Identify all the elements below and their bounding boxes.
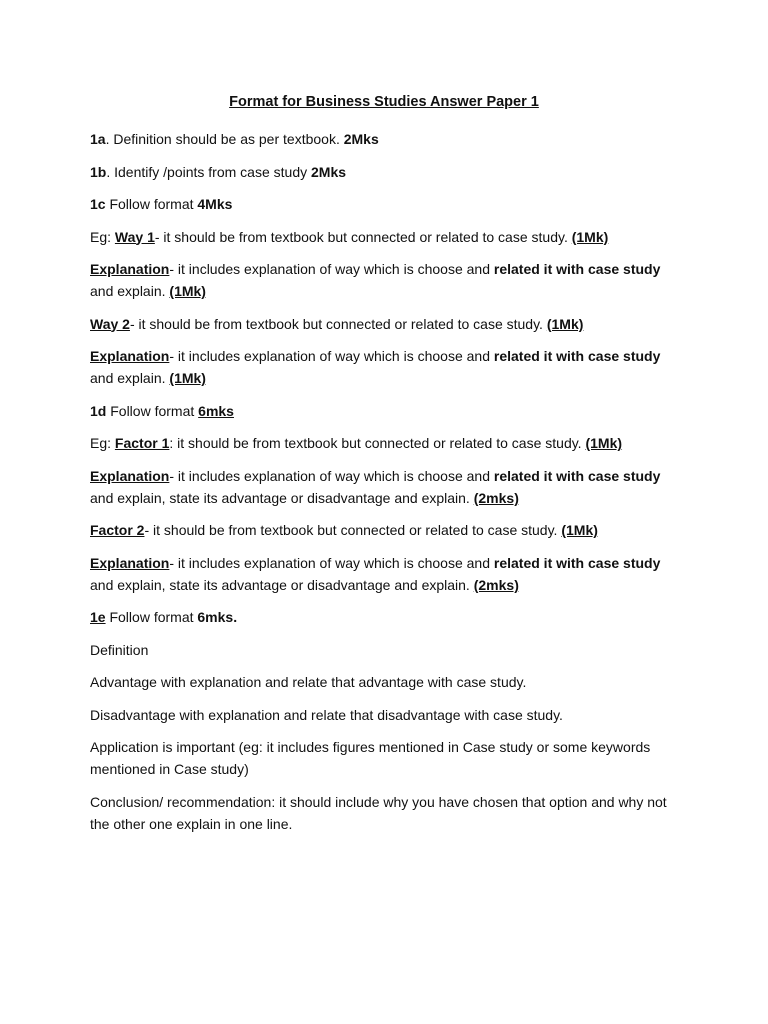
eg-prefix: Eg: (90, 435, 115, 451)
explanation-tail: and explain. (90, 370, 170, 386)
advantage-line: Advantage with explanation and relate that advantage with case study. (90, 674, 527, 690)
factor-2-marks: (1Mk) (561, 522, 598, 538)
conclusion-line: Conclusion/ recommendation: it should include why you have chosen that option and why not the other one explain in one line. (90, 793, 667, 832)
factor-1-text: : it should be from textbook but connected or related to case study. (169, 435, 586, 451)
factor-2-text: - it should be from textbook but connected or related to case study. (144, 522, 562, 538)
document-title: Format for Business Studies Answer Paper 1 (229, 94, 539, 110)
explanation-marks: (1Mk) (169, 370, 206, 386)
way-1-text: - it should be from textbook but connected or related to case study. (154, 228, 572, 245)
explanation-marks: (1Mk) (169, 283, 206, 299)
explanation-label: Explanation (90, 261, 170, 277)
item-1b (90, 161, 680, 183)
explanation-label: Explanation (90, 348, 170, 364)
item-text: . Identify /points from case study (106, 163, 311, 180)
way-2-marks: (1Mk) (546, 315, 584, 332)
explanation-text: - it includes explanation of way which is choose and (169, 348, 494, 364)
explanation-1 (90, 258, 680, 302)
definition-line: Definition (90, 641, 149, 658)
explanation-text: - it includes explanation of way which is choose and (169, 261, 494, 277)
item-1a (90, 128, 680, 150)
item-label: 1b (90, 163, 107, 180)
factor-2 (90, 519, 680, 541)
factor-1 (90, 432, 680, 454)
item-text: . Definition should be as per textbook. (105, 131, 344, 147)
item-marks: 4Mks (197, 196, 233, 212)
explanation-3 (90, 465, 680, 509)
item-label: 1e (90, 609, 106, 625)
item-text: Follow format (105, 196, 198, 212)
application-line: Application is important (eg: it includes figures mentioned in Case study or some keywords mentioned in Case study) (90, 739, 651, 777)
item-marks: 6mks (198, 402, 234, 419)
explanation-bold: related it with case study (493, 467, 661, 484)
item-label: 1c (90, 196, 106, 212)
way-1-label: Way 1 (114, 228, 155, 245)
factor-1-label: Factor 1 (114, 435, 170, 451)
explanation-label: Explanation (90, 467, 170, 484)
factor-2-label: Factor 2 (90, 522, 145, 538)
explanation-text: - it includes explanation of way which is choose and (169, 467, 494, 484)
item-1e (90, 606, 680, 628)
explanation-label: Explanation (90, 554, 170, 571)
item-1d (90, 400, 680, 422)
explanation-marks: (2mks) (473, 576, 519, 593)
item-marks: 2Mks (311, 163, 347, 180)
way-2-text: - it should be from textbook but connected or related to case study. (129, 315, 547, 332)
way-1-marks: (1Mk) (571, 228, 609, 245)
item-label: 1d (90, 402, 107, 419)
factor-1-marks: (1Mk) (585, 435, 623, 451)
item-marks: 6mks. (197, 609, 238, 625)
explanation-text: - it includes explanation of way which is choose and (169, 554, 494, 571)
explanation-bold: related it with case study (493, 554, 661, 571)
explanation-tail: and explain. (90, 283, 170, 299)
way-1 (90, 226, 680, 248)
document-body (90, 128, 680, 845)
explanation-marks: (2mks) (473, 489, 519, 506)
explanation-tail: and explain, state its advantage or disadvantage and explain. (90, 489, 474, 506)
explanation-4 (90, 552, 680, 596)
item-1c (90, 193, 680, 215)
eg-prefix: Eg: (90, 228, 115, 245)
explanation-bold: related it with case study (493, 261, 661, 277)
explanation-bold: related it with case study (493, 348, 661, 364)
explanation-2 (90, 345, 680, 389)
disadvantage-line: Disadvantage with explanation and relate that disadvantage with case study. (90, 706, 563, 723)
item-text: Follow format (105, 609, 198, 625)
item-marks: 2Mks (343, 131, 379, 147)
explanation-tail: and explain, state its advantage or disadvantage and explain. (90, 576, 474, 593)
item-label: 1a (90, 131, 106, 147)
way-2 (90, 313, 680, 335)
way-2-label: Way 2 (90, 315, 130, 332)
item-text: Follow format (106, 402, 199, 419)
